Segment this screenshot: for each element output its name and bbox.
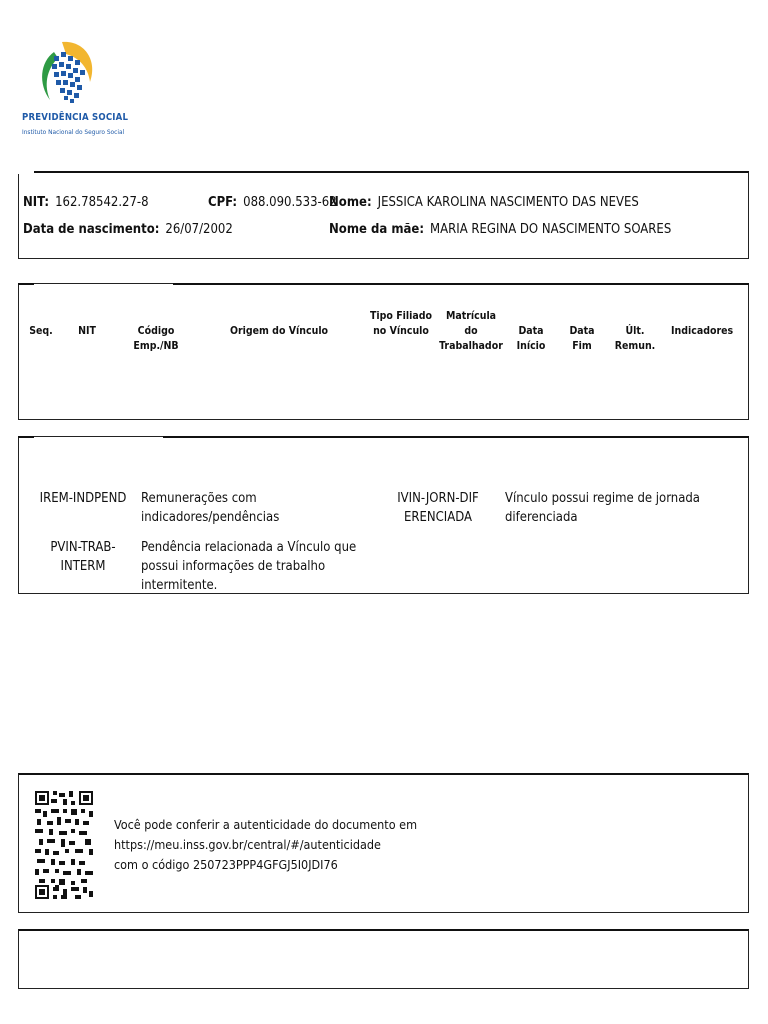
logo-subtitle: Instituto Nacional do Seguro Social xyxy=(22,128,125,136)
vinculos-table-box xyxy=(18,283,749,420)
footer-box xyxy=(18,929,749,989)
previdencia-logo xyxy=(20,38,130,140)
nit-value: 162.78542.27-8 xyxy=(55,195,149,210)
th-matricula: Matrícula do Trabalhador xyxy=(439,310,503,352)
person-info-box xyxy=(18,171,749,259)
indicador-desc: Remunerações com indicadores/pendências xyxy=(141,491,280,525)
th-ult-remun: Últ. Remun. xyxy=(614,325,656,352)
nit-label: NIT: xyxy=(23,195,50,210)
indicador-code: PVIN-TRAB-INTERM xyxy=(50,540,116,574)
th-indicadores: Indicadores xyxy=(671,325,734,337)
indicador-code: IREM-INDPEND xyxy=(39,491,127,506)
authenticity-code: com o código 250723PPP4GFGJ5I0JDI76 xyxy=(114,857,338,872)
th-nit: NIT xyxy=(78,325,96,337)
logo-title: PREVIDÊNCIA SOCIAL xyxy=(22,112,129,123)
nome-label: Nome: xyxy=(329,195,372,210)
cpf-value: 088.090.533-62 xyxy=(243,195,337,210)
nascimento-value: 26/07/2002 xyxy=(165,222,233,237)
indicador-desc: Vínculo possui regime de jornada diferenciada xyxy=(505,491,700,525)
authenticity-box xyxy=(18,773,749,913)
mae-value: MARIA REGINA DO NASCIMENTO SOARES xyxy=(430,222,672,237)
indicador-desc: Pendência relacionada a Vínculo que possui informações de trabalho intermitente. xyxy=(141,540,357,593)
indicadores-box xyxy=(18,436,749,594)
nascimento-field xyxy=(23,222,233,237)
previdencia-logo-icon xyxy=(32,38,102,110)
cpf-field xyxy=(208,195,337,210)
cpf-label: CPF: xyxy=(208,195,238,210)
nome-field xyxy=(329,195,639,210)
nit-field xyxy=(23,195,149,210)
qr-code-icon xyxy=(35,791,93,899)
mae-field xyxy=(329,222,671,237)
th-seq: Seq. xyxy=(29,325,53,337)
th-data-inicio: Data Início xyxy=(516,325,546,352)
th-data-fim: Data Fim xyxy=(569,325,595,352)
indicador-code: IVIN-JORN-DIFERENCIADA xyxy=(397,491,479,525)
nome-value: JESSICA KAROLINA NASCIMENTO DAS NEVES xyxy=(377,195,639,210)
nascimento-label: Data de nascimento: xyxy=(23,222,160,237)
th-tipo-filiado: Tipo Filiado no Vínculo xyxy=(369,310,432,337)
authenticity-line-1: Você pode conferir a autenticidade do documento em xyxy=(114,817,418,832)
authenticity-url: https://meu.inss.gov.br/central/#/autenticidade xyxy=(114,837,381,852)
th-origem-vinculo: Origem do Vínculo xyxy=(229,325,329,337)
mae-label: Nome da mãe: xyxy=(329,222,425,237)
th-codigo-emp: Código Emp./NB xyxy=(133,325,179,352)
